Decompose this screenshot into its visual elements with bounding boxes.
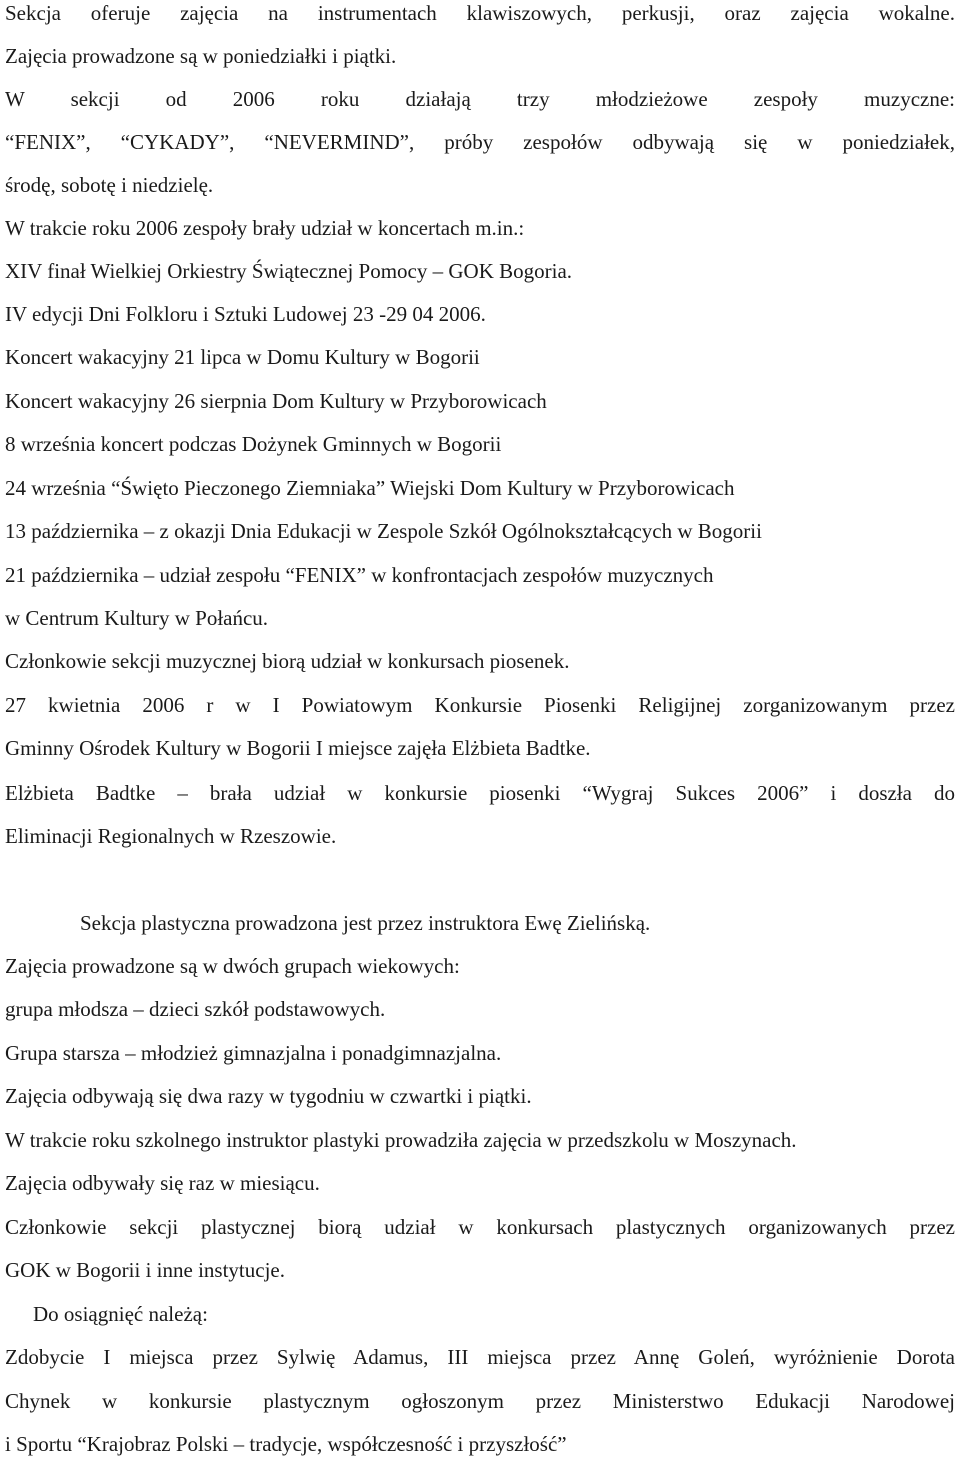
text-line: “FENIX”, “CYKADY”, “NEVERMIND”, próby zespołów odbywają się w poniedziałek, (5, 130, 955, 154)
text-line: grupa młodsza – dzieci szkół podstawowych. (5, 997, 386, 1021)
text-line: 21 października – udział zespołu “FENIX” w konfrontacjach zespołów muzycznych (5, 563, 714, 587)
text-line: Do osiągnięć należą: (33, 1302, 208, 1326)
text-line: 24 września “Święto Pieczonego Ziemniaka” Wiejski Dom Kultury w Przyborowicach (5, 476, 735, 500)
text-line: XIV finał Wielkiej Orkiestry Świątecznej Pomocy – GOK Bogoria. (5, 259, 573, 283)
text-line: Koncert wakacyjny 26 sierpnia Dom Kultury w Przyborowicach (5, 389, 547, 413)
text-line: Członkowie sekcji muzycznej biorą udział w konkursach piosenek. (5, 649, 570, 673)
text-line: Członkowie sekcji plastycznej biorą udział w konkursach plastycznych organizowanych przez (5, 1215, 955, 1239)
text-line: Sekcja oferuje zajęcia na instrumentach klawiszowych, perkusji, oraz zajęcia wokalne. (5, 1, 955, 25)
text-line: W trakcie roku 2006 zespoły brały udział w koncertach m.in.: (5, 216, 525, 240)
text-line: Gminny Ośrodek Kultury w Bogorii I miejsce zajęła Elżbieta Badtke. (5, 736, 591, 760)
text-line: IV edycji Dni Folkloru i Sztuki Ludowej 23 -29 04 2006. (5, 302, 486, 326)
text-line: Eliminacji Regionalnych w Rzeszowie. (5, 824, 337, 848)
text-line: Chynek w konkursie plastycznym ogłoszonym przez Ministerstwo Edukacji Narodowej (5, 1389, 955, 1413)
section-heading: Sekcja plastyczna prowadzona jest przez instruktora Ewę Zielińską. (80, 911, 651, 935)
text-line: 13 października – z okazji Dnia Edukacji w Zespole Szkół Ogólnokształcących w Bogorii (5, 519, 762, 543)
text-line: Zajęcia odbywały się raz w miesiącu. (5, 1171, 320, 1195)
text-line: GOK w Bogorii i inne instytucje. (5, 1258, 285, 1282)
text-line: w Centrum Kultury w Połańcu. (5, 606, 269, 630)
text-line: W sekcji od 2006 roku działają trzy młodzieżowe zespoły muzyczne: (5, 87, 955, 111)
text-line: Zajęcia prowadzone są w poniedziałki i piątki. (5, 44, 397, 68)
text-line: i Sportu “Krajobraz Polski – tradycje, współczesność i przyszłość” (5, 1432, 567, 1456)
text-line: środę, sobotę i niedzielę. (5, 173, 214, 197)
text-line: Zajęcia odbywają się dwa razy w tygodniu w czwartki i piątki. (5, 1084, 532, 1108)
text-line: Zdobycie I miejsca przez Sylwię Adamus, III miejsca przez Annę Goleń, wyróżnienie Dorota (5, 1345, 955, 1369)
text-line: Zajęcia prowadzone są w dwóch grupach wiekowych: (5, 954, 460, 978)
text-line: Grupa starsza – młodzież gimnazjalna i ponadgimnazjalna. (5, 1041, 502, 1065)
text-line: Elżbieta Badtke – brała udział w konkursie piosenki “Wygraj Sukces 2006” i doszła do (5, 781, 955, 805)
text-line: Koncert wakacyjny 21 lipca w Domu Kultury w Bogorii (5, 345, 480, 369)
text-line: 8 września koncert podczas Dożynek Gminnych w Bogorii (5, 432, 502, 456)
text-line: 27 kwietnia 2006 r w I Powiatowym Konkursie Piosenki Religijnej zorganizowanym przez (5, 693, 955, 717)
text-line: W trakcie roku szkolnego instruktor plastyki prowadziła zajęcia w przedszkolu w Moszynach. (5, 1128, 797, 1152)
